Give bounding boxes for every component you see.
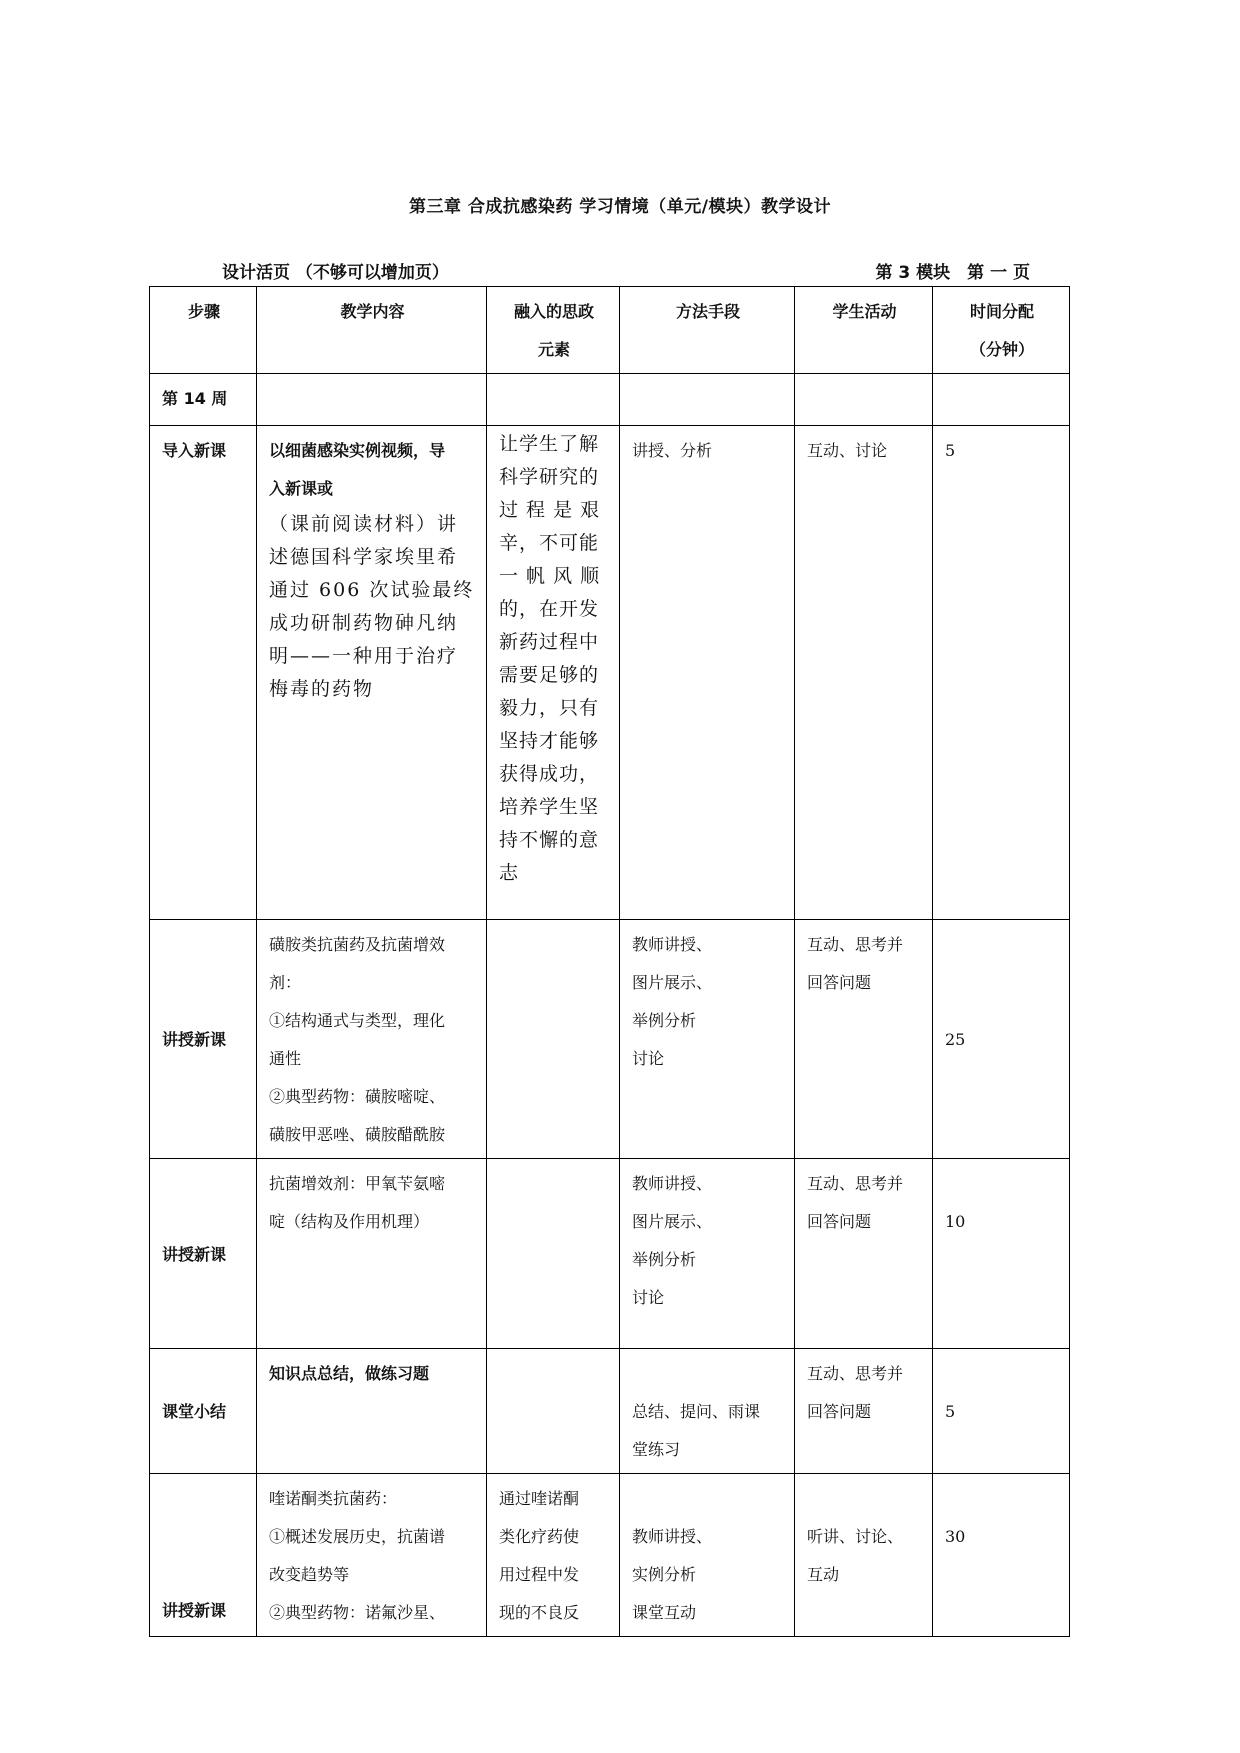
step-cell: 讲授新课	[150, 1159, 257, 1349]
content-cell: 抗菌增效剂：甲氧苄氨嘧 啶（结构及作用机理）	[257, 1159, 487, 1349]
header-ideology: 融入的思政 元素	[487, 287, 620, 374]
header-row	[150, 287, 1070, 374]
step-cell: 导入新课	[150, 426, 257, 920]
step-cell: 讲授新课	[150, 920, 257, 1159]
table-row	[150, 1474, 1070, 1637]
page-title: 第三章 合成抗感染药 学习情境（单元/模块）教学设计	[408, 197, 832, 217]
table-row	[150, 1159, 1070, 1349]
activity-cell: 互动、思考并 回答问题	[795, 920, 933, 1159]
content-cell: 磺胺类抗菌药及抗菌增效 剂： ①结构通式与类型，理化 通性 ②典型药物：磺胺嘧啶、 磺胺甲恶唑、磺胺醋酰胺	[257, 920, 487, 1159]
activity-cell: 互动、思考并 回答问题	[795, 1159, 933, 1349]
ideology-cell	[487, 1349, 620, 1474]
method-cell: 教师讲授、 图片展示、 举例分析 讨论	[620, 920, 795, 1159]
teaching-design-table	[149, 286, 1070, 1637]
week-label: 第 14 周	[150, 374, 257, 426]
activity-cell: 互动、讨论	[795, 426, 933, 920]
ideology-cell: 通过喹诺酮 类化疗药使 用过程中发 现的不良反	[487, 1474, 620, 1637]
header-method: 方法手段	[620, 287, 795, 374]
header-time: 时间分配 （分钟）	[933, 287, 1070, 374]
ideology-cell	[487, 920, 620, 1159]
content-cell: 知识点总结，做练习题	[257, 1349, 487, 1474]
subtitle-left: 设计活页 （不够可以增加页）	[222, 263, 449, 283]
time-cell: 10	[933, 1159, 1070, 1349]
header-content: 教学内容	[257, 287, 487, 374]
table-row	[150, 920, 1070, 1159]
header-activity: 学生活动	[795, 287, 933, 374]
step-cell: 课堂小结	[150, 1349, 257, 1474]
time-cell: 5	[933, 1349, 1070, 1474]
table-row	[150, 1349, 1070, 1474]
method-cell: 讲授、分析	[620, 426, 795, 920]
time-cell: 5	[933, 426, 1070, 920]
ideology-cell	[487, 1159, 620, 1349]
activity-cell: 听讲、讨论、 互动	[795, 1474, 933, 1637]
week-row	[150, 374, 1070, 426]
content-cell: 以细菌感染实例视频，导 入新课或 （课前阅读材料）讲 述德国科学家埃里希 通过 606 次试验最终 成功研制药物砷凡纳 明——一种用于治疗 梅毒的药物	[257, 426, 487, 920]
method-cell: 教师讲授、 图片展示、 举例分析 讨论	[620, 1159, 795, 1349]
method-cell: 教师讲授、 实例分析 课堂互动	[620, 1474, 795, 1637]
ideology-cell: 让学生了解 科学研究的 过 程 是 艰 辛，不可能 一 帆 风 顺 的，在开发 新药过程中 需要足够的 毅力，只有 坚持才能够 获得成功， 培养学生坚 持不懈的意 志	[487, 426, 620, 920]
time-cell: 25	[933, 920, 1070, 1159]
activity-cell: 互动、思考并 回答问题	[795, 1349, 933, 1474]
header-step: 步骤	[150, 287, 257, 374]
time-cell: 30	[933, 1474, 1070, 1637]
subtitle-right: 第 3 模块 第 一 页	[875, 263, 1030, 283]
method-cell: 总结、提问、雨课 堂练习	[620, 1349, 795, 1474]
table-row	[150, 426, 1070, 920]
step-cell: 讲授新课	[150, 1474, 257, 1637]
content-cell: 喹诺酮类抗菌药： ①概述发展历史，抗菌谱 改变趋势等 ②典型药物：诺氟沙星、	[257, 1474, 487, 1637]
